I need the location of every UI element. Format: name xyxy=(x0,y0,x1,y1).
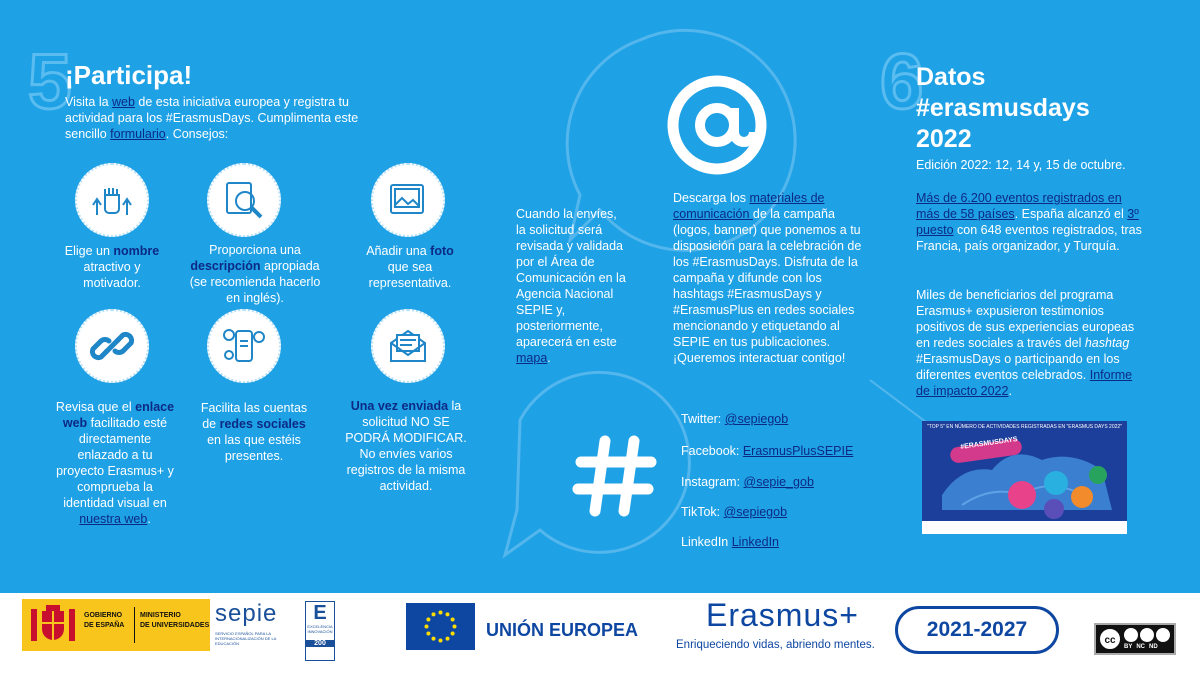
eu-flag xyxy=(406,603,475,650)
eventos-link[interactable]: Más de 6.200 eventos registrados en más de 58 países xyxy=(916,191,1122,221)
mapa-link[interactable]: mapa xyxy=(516,351,548,365)
submission-body: Cuando la envíes, la solicitud será revisada y validada por el Área de Comunicación en la Agencia Nacional SEPIE y, posteriormente, aparecerá en este xyxy=(516,207,626,349)
infographic-badge: #ERASMUSDAYS xyxy=(959,436,1019,451)
social-label: Twitter: xyxy=(681,412,725,426)
excelencia-letter: E xyxy=(313,602,327,624)
social-instagram xyxy=(681,475,814,489)
twitter-link[interactable]: @sepiegob xyxy=(724,412,789,426)
intro-text-1: Visita la xyxy=(65,95,113,109)
spain-coat-of-arms-icon xyxy=(28,603,78,647)
materials-body: de la campaña (logos, banner) que ponemos a tu disposición para la celebración de los #ErasmusDays. Disfruta de la campaña y difunde con los hashtags #ErasmusDays y #ErasmusPlus en redes sociales mencionando y etiquetando al SEPIE en tus publicaciones. ¡Queremos interactuar contigo! xyxy=(673,207,862,365)
cc-icon xyxy=(1098,627,1122,651)
sepie-subtitle: SERVICIO ESPAÑOL PARA LA INTERNACIONALIZACIÓN DE LA EDUCACIÓN xyxy=(215,631,277,646)
datos-title-line-1: Datos xyxy=(916,63,986,91)
social-tiktok xyxy=(681,505,787,519)
tip-name xyxy=(55,243,169,291)
gov-name xyxy=(84,611,124,631)
social-label: Instagram: xyxy=(681,475,744,489)
tip-text: Proporciona una xyxy=(209,243,301,257)
datos-title-line-2: #erasmusdays xyxy=(916,94,1090,122)
tip-bold: enlace web xyxy=(62,400,175,430)
gov-line: DE ESPAÑA xyxy=(84,622,125,629)
tip-icon-link xyxy=(75,309,149,383)
cc-label-row xyxy=(1124,644,1158,650)
beneficiaries-text xyxy=(916,287,1140,399)
tip-text: Revisa que el xyxy=(55,400,136,414)
envelope-icon xyxy=(383,321,433,371)
tip-text: . xyxy=(147,512,151,526)
tip-text: apropiada (se recomienda hacerlo en inglés). xyxy=(189,259,321,305)
submission-end: . xyxy=(547,351,551,365)
sepie-wordmark: sepie xyxy=(215,600,278,627)
excelencia-text: EXCELENCIA INNOVACIÓN xyxy=(307,624,333,634)
eu-label: UNIÓN EUROPEA xyxy=(486,620,639,640)
social-label: LinkedIn xyxy=(681,535,732,549)
formulario-link[interactable]: formulario xyxy=(110,127,166,141)
tip-social xyxy=(195,400,313,464)
tip-upper: NO SE PODRÁ MODIFICAR xyxy=(345,415,464,445)
cc-label: NC xyxy=(1136,644,1146,650)
raised-fist-icon xyxy=(87,175,137,225)
stats-body: con 648 eventos registrados, tras Francia, país organizador, y Turquía. xyxy=(916,223,1142,253)
materiales-link[interactable]: materiales de comunicación xyxy=(673,191,825,221)
tip-icon-description xyxy=(207,163,281,237)
footer-logos xyxy=(0,593,1200,675)
social-twitter xyxy=(681,412,788,426)
benef-italic: hashtag xyxy=(1084,336,1130,350)
linkedin-link[interactable]: LinkedIn xyxy=(731,535,779,549)
submission-text xyxy=(516,206,628,366)
erasmus-tagline: Enriqueciendo vidas, abriendo mentes. xyxy=(676,639,875,651)
nuestra-web-link[interactable]: nuestra web xyxy=(79,512,148,526)
social-label: TikTok: xyxy=(681,505,724,519)
tiktok-link[interactable]: @sepiegob xyxy=(723,505,788,519)
svg-text:cc: cc xyxy=(1104,635,1116,646)
by-icon xyxy=(1124,628,1138,642)
materials-text xyxy=(673,190,863,366)
participa-intro xyxy=(65,94,385,142)
nd-icon xyxy=(1156,628,1170,642)
social-label: Facebook: xyxy=(681,444,743,458)
stats-text xyxy=(916,190,1144,254)
period-badge: 2021-2027 xyxy=(895,606,1059,654)
instagram-link[interactable]: @sepie_gob xyxy=(743,475,814,489)
cc-label: BY xyxy=(1124,644,1133,650)
tip-bold: descripción xyxy=(190,259,261,273)
tip-text: atractivo y motivador. xyxy=(83,260,141,290)
number-five-watermark: 5 xyxy=(28,37,72,125)
gobierno-logo xyxy=(22,599,210,651)
web-link[interactable]: web xyxy=(112,95,135,109)
benef-body: Miles de beneficiarios del programa Erasmus+ expusieron testimonios positivos de sus experiencias europeas en redes sociales a través del xyxy=(916,288,1135,350)
datos-title-line-3: 2022 xyxy=(916,125,972,153)
sepie-logo xyxy=(215,601,301,651)
tip-text: la solicitud xyxy=(362,399,462,429)
puesto-link[interactable]: 3º puesto xyxy=(916,207,1139,237)
tip-icon-name xyxy=(75,163,149,237)
eu-stars-icon xyxy=(406,603,475,650)
tip-photo xyxy=(355,243,465,291)
erasmus-wordmark: Erasmus+ xyxy=(706,597,859,633)
tip-submission xyxy=(343,398,469,494)
gov-line: GOBIERNO xyxy=(84,612,123,619)
nc-icon xyxy=(1140,628,1154,642)
tip-icon-photo xyxy=(371,163,445,237)
infographic-thumbnail[interactable] xyxy=(922,421,1127,534)
facebook-link[interactable]: ErasmusPlusSEPIE xyxy=(742,444,854,458)
infographic-footer-bar xyxy=(922,521,1127,534)
link-chain-icon xyxy=(87,321,137,371)
intro-text-3: . Consejos: xyxy=(165,127,229,141)
tip-bold: foto xyxy=(430,244,454,258)
informe-link[interactable]: Informe de impacto 2022 xyxy=(916,368,1133,398)
photo-icon xyxy=(383,175,433,225)
at-sign-icon xyxy=(662,70,772,180)
europe-map-graphic xyxy=(922,435,1127,521)
cc-label: ND xyxy=(1149,644,1158,650)
tip-link xyxy=(53,399,177,527)
gov-divider xyxy=(134,607,135,643)
tip-text: . No envíes varios registros de la misma actividad. xyxy=(346,431,467,493)
datos-title xyxy=(916,62,1090,155)
tip-text: Elige un xyxy=(64,244,114,258)
hashtag-icon xyxy=(572,433,657,518)
ministry-line: DE UNIVERSIDADES xyxy=(140,622,210,629)
intro-text-2: de esta iniciativa europea y registra tu actividad para los #ErasmusDays. Cumplimenta este sencillo xyxy=(65,95,359,141)
tip-text: facilitado esté directamente enlazado a tu proyecto Erasmus+ y comprueba la identidad visual en xyxy=(56,416,174,510)
stats-body: . España alcanzó el xyxy=(1014,207,1128,221)
excelencia-badge xyxy=(305,601,335,661)
number-six-watermark: 6 xyxy=(880,37,924,125)
creative-commons-badge xyxy=(1094,623,1176,655)
tip-description xyxy=(182,242,328,306)
tip-text: que sea representativa. xyxy=(368,260,452,290)
tip-icon-envelope xyxy=(371,309,445,383)
tip-bold: Una vez enviada xyxy=(350,399,449,413)
excelencia-number: 200 xyxy=(306,640,334,647)
ministry-name xyxy=(140,611,209,631)
social-media-icon xyxy=(219,321,269,371)
cc-icon-row xyxy=(1124,628,1170,642)
tip-text: Facilita las cuentas de xyxy=(200,401,308,431)
ministry-line: MINISTERIO xyxy=(140,612,181,619)
tip-bold: redes sociales xyxy=(219,417,306,431)
tip-bold: nombre xyxy=(113,244,160,258)
social-linkedin xyxy=(681,535,779,549)
benef-body: #ErasmusDays o participando en los diferentes eventos celebrados. xyxy=(916,352,1120,382)
social-facebook xyxy=(681,444,853,458)
infographic-header: "TOP 5" EN NÚMERO DE ACTIVIDADES REGISTRADAS EN "ERASMUS DAYS 2022" xyxy=(927,424,1122,430)
tip-text: Añadir una xyxy=(366,244,431,258)
edition-text: Edición 2022: 12, 14 y, 15 de octubre. xyxy=(916,158,1126,172)
magnifier-icon xyxy=(219,175,269,225)
materials-pre: Descarga los xyxy=(673,191,750,205)
tip-text: en las que estéis presentes. xyxy=(207,433,301,463)
tip-icon-social xyxy=(207,309,281,383)
benef-end: . xyxy=(1008,384,1012,398)
participa-title: ¡Participa! xyxy=(65,60,193,90)
